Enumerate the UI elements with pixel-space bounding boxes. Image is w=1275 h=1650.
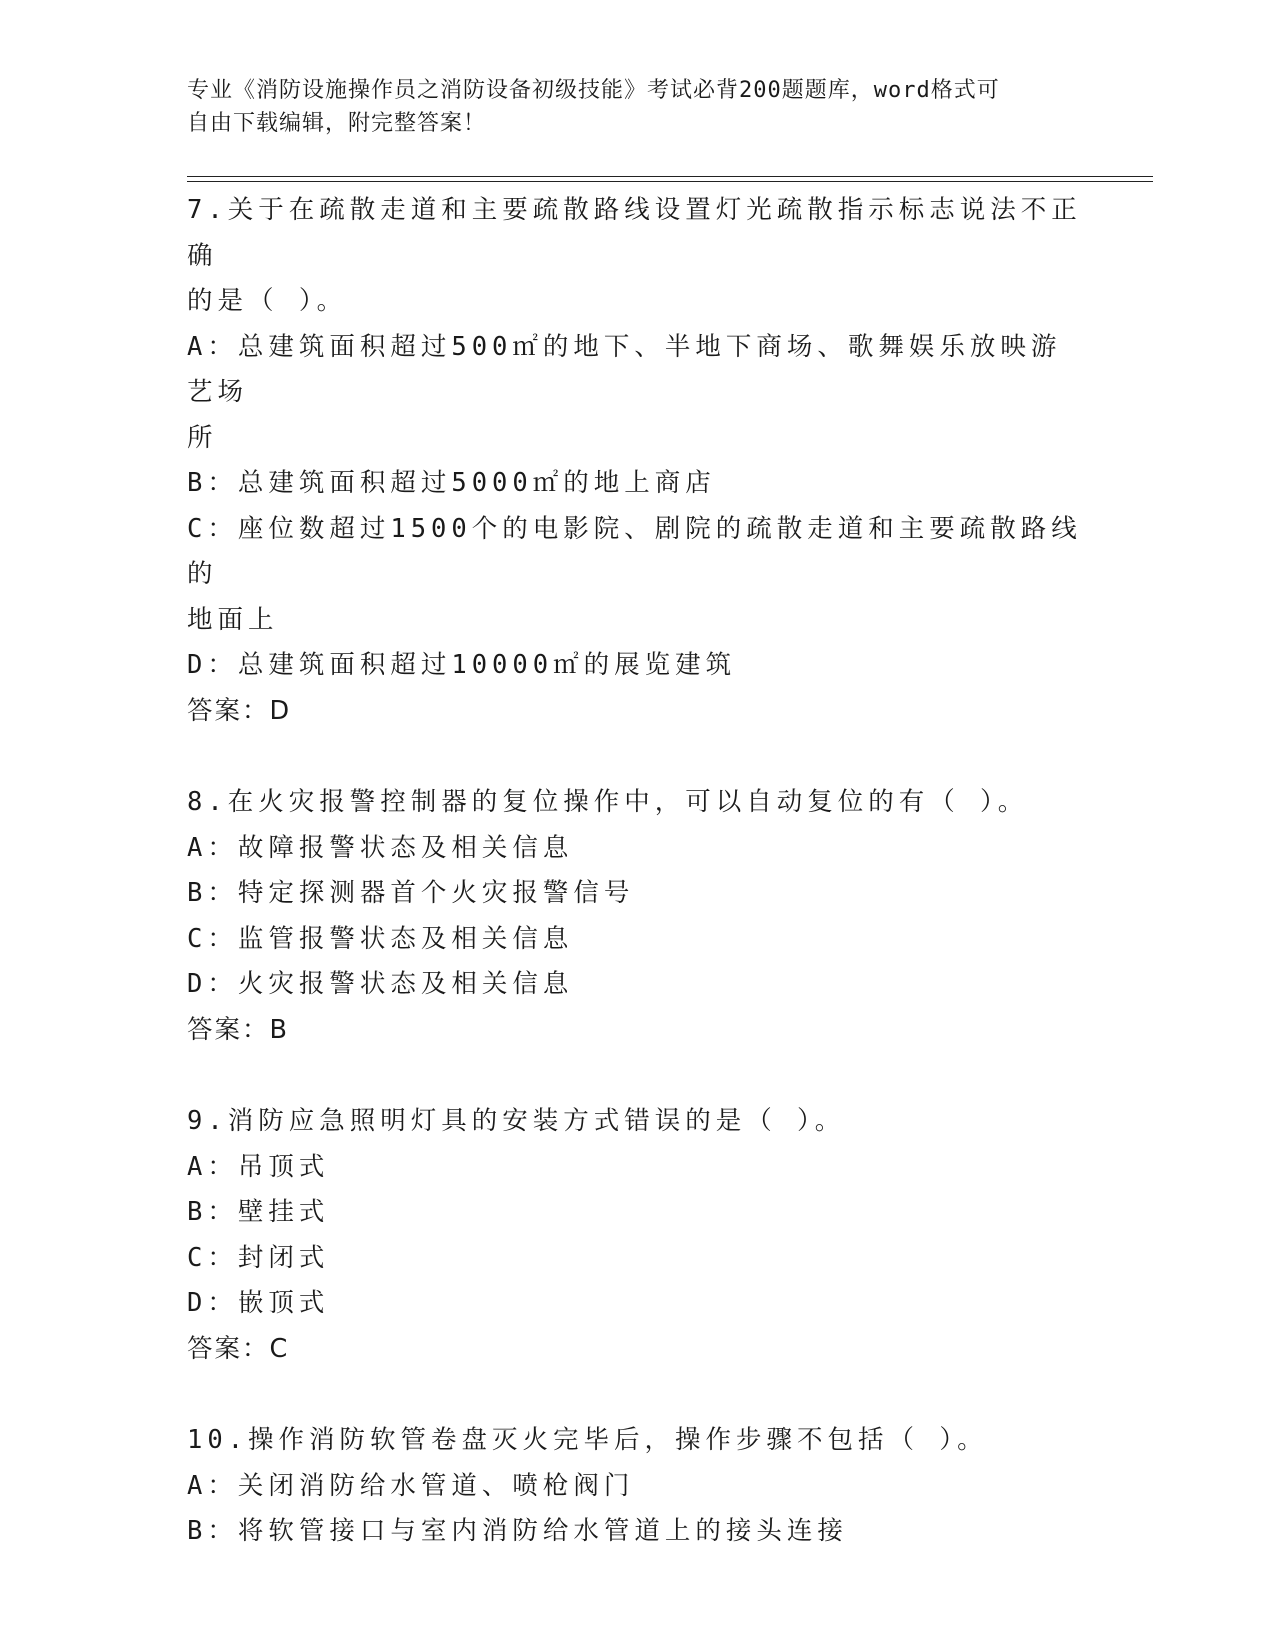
question-stem: 8.在火灾报警控制器的复位操作中，可以自动复位的有（ ）。 [187, 787, 1029, 817]
question-8 [187, 780, 1087, 1053]
question-9 [187, 1099, 1087, 1372]
option-c-continued: 地面上 [187, 604, 279, 635]
document-header [187, 74, 1067, 140]
option-d: D：总建筑面积超过10000㎡的展览建筑 [187, 650, 737, 680]
question-stem: 9.消防应急照明灯具的安装方式错误的是（ ）。 [187, 1106, 846, 1136]
answer: 答案：B [187, 1014, 289, 1045]
option-a: A：故障报警状态及相关信息 [187, 832, 574, 863]
question-10 [187, 1418, 1087, 1555]
option-a: A：总建筑面积超过500㎡的地下、半地下商场、歌舞娱乐放映游艺场 [187, 331, 1062, 407]
question-stem-continued: 的是（ ）。 [187, 286, 348, 316]
header-divider-bottom [187, 181, 1153, 182]
header-line-2: 自由下载编辑，附完整答案！ [187, 111, 487, 136]
option-a: A：吊顶式 [187, 1151, 330, 1182]
option-c: C：封闭式 [187, 1242, 330, 1273]
option-d: D：嵌顶式 [187, 1288, 330, 1318]
question-stem: 7.关于在疏散走道和主要疏散路线设置灯光疏散指示标志说法不正确 [187, 195, 1082, 271]
option-b: B：壁挂式 [187, 1197, 330, 1227]
option-c: C：监管报警状态及相关信息 [187, 923, 574, 954]
header-divider-top [187, 176, 1153, 177]
option-c: C：座位数超过1500个的电影院、剧院的疏散走道和主要疏散路线的 [187, 513, 1082, 589]
option-b: B：特定探测器首个火灾报警信号 [187, 878, 635, 908]
question-stem: 10.操作消防软管卷盘灭火完毕后，操作步骤不包括（ ）。 [187, 1425, 988, 1455]
option-a-continued: 所 [187, 422, 218, 453]
option-b: B：将软管接口与室内消防给水管道上的接头连接 [187, 1516, 848, 1546]
answer: 答案：C [187, 1333, 290, 1364]
option-d: D：火灾报警状态及相关信息 [187, 969, 574, 999]
option-b: B：总建筑面积超过5000㎡的地上商店 [187, 468, 716, 498]
header-line-1: 专业《消防设施操作员之消防设备初级技能》考试必背200题题库，word格式可 [187, 78, 1000, 103]
question-7 [187, 188, 1087, 734]
option-a: A：关闭消防给水管道、喷枪阀门 [187, 1470, 635, 1501]
question-list [187, 188, 1087, 1601]
answer: 答案：D [187, 695, 292, 726]
